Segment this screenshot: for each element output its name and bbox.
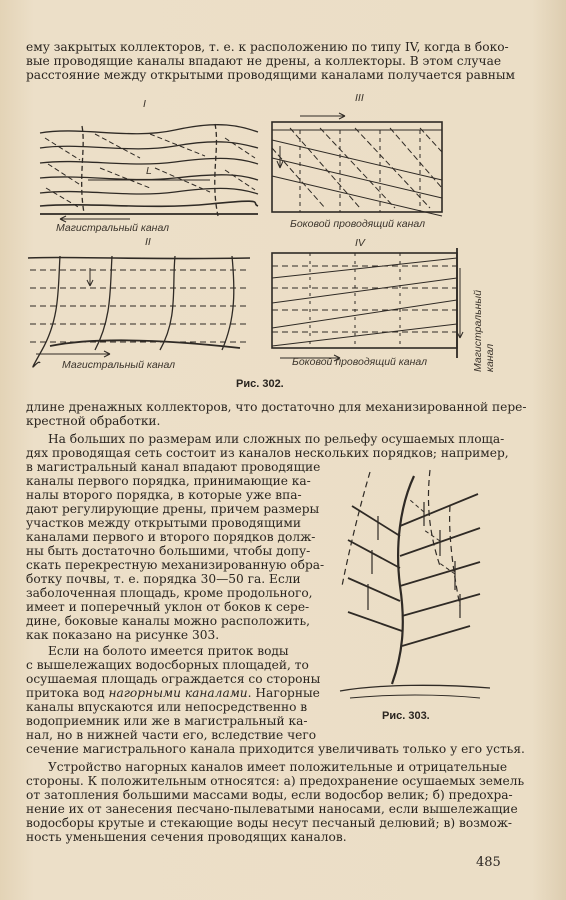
panel-numeral-IV: IV (355, 237, 365, 249)
label-main-canal: Магистральный канал (62, 359, 176, 371)
text-line: имеет и поперечный уклон от боков к сере- (26, 600, 310, 614)
figure-303 (330, 466, 500, 706)
text-line: участков между открытыми проводящими (26, 516, 302, 530)
label-side-canal: Боковой проводящий канал (292, 356, 428, 368)
text-run: . Нагорные (247, 686, 320, 700)
italic-term: нагорными каналами (108, 686, 248, 700)
figure-302-caption: Рис. 302. (236, 378, 284, 390)
length-mark: L (146, 165, 152, 177)
panel-numeral-III: III (355, 92, 364, 104)
text-line: водосборы крутые и стекающие воды несут песчаный делювий; в) возмож- (26, 816, 513, 830)
text-line: каналы впускаются или непосредственно в (26, 700, 308, 714)
text-line: как показано на рисунке 303. (26, 628, 220, 642)
text-line: расстояние между открытыми проводящими каналами получается равным (26, 68, 516, 82)
label-main-canal-vertical: Магистральный канал (472, 290, 496, 372)
text-line: ботку почвы, т. е. порядка 30—50 га. Если (26, 572, 301, 586)
text-line: нал, но в нижней части его, вследствие чего (26, 728, 317, 742)
text-line: от затопления большими массами воды, если водосбор велик; б) предохра- (26, 788, 513, 802)
text-line: сечение магистрального канала приходится увеличивать только у его устья. (26, 742, 525, 756)
text-line: скать перекрестную механизированную обра- (26, 558, 325, 572)
text-line: длине дренажных коллекторов, что достаточно для механизированной пере- (26, 400, 527, 414)
text-line: ность уменьшения сечения проводящих каналов. (26, 830, 347, 844)
text-line: каналы первого порядка, принимающие ка- (26, 474, 311, 488)
panel-numeral-I: I (143, 98, 146, 110)
page-number: 485 (476, 855, 501, 870)
text-line: каналами первого и второго порядков долж- (26, 530, 316, 544)
text-line (26, 686, 320, 700)
text-line: налы второго порядка, в которые уже впа- (26, 488, 302, 502)
fig302-panel-2 (28, 256, 250, 367)
text-line: вые проводящие каналы впадают не дрены, а коллекторы. В этом случае (26, 54, 502, 68)
text-line: осушаемая площадь ограждается со стороны (26, 672, 321, 686)
panel-numeral-II: II (145, 236, 151, 248)
fig302-panel-4 (272, 248, 463, 361)
text-line: крестной обработки. (26, 414, 161, 428)
text-line: ему закрытых коллекторов, т. е. к расположению по типу IV, когда в боко- (26, 40, 509, 54)
text-line: Устройство нагорных каналов имеет положительные и отрицательные (48, 760, 508, 774)
figure-303-caption: Рис. 303. (382, 710, 430, 722)
text-run: притока вод (26, 686, 109, 700)
text-line: с вышележащих водосборных площадей, то (26, 658, 309, 672)
fig302-panel-3 (272, 113, 442, 216)
label-main-canal: Магистральный канал (56, 222, 170, 234)
text-line: ны быть достаточно большими, чтобы допу- (26, 544, 311, 558)
text-line: дают регулирующие дрены, причем размеры (26, 502, 320, 516)
text-line: заболоченная площадь, кроме продольного, (26, 586, 313, 600)
text-line: дях проводящая сеть состоит из каналов нескольких порядков; например, (26, 446, 509, 460)
label-side-canal: Боковой проводящий канал (290, 218, 426, 230)
text-line: водоприемник или же в магистральный ка- (26, 714, 308, 728)
text-line: нение их от занесения песчано-пылеватыми наносами, если вышележащие (26, 802, 518, 816)
text-line: стороны. К положительным относятся: а) предохранение осушаемых земель (26, 774, 525, 788)
text-line: дине, боковые каналы можно расположить, (26, 614, 310, 628)
text-line: в магистральный канал впадают проводящие (26, 460, 321, 474)
text-line: Если на болото имеется приток воды (48, 644, 289, 658)
text-line: На больших по размерам или сложных по рельефу осушаемых площа- (48, 432, 505, 446)
